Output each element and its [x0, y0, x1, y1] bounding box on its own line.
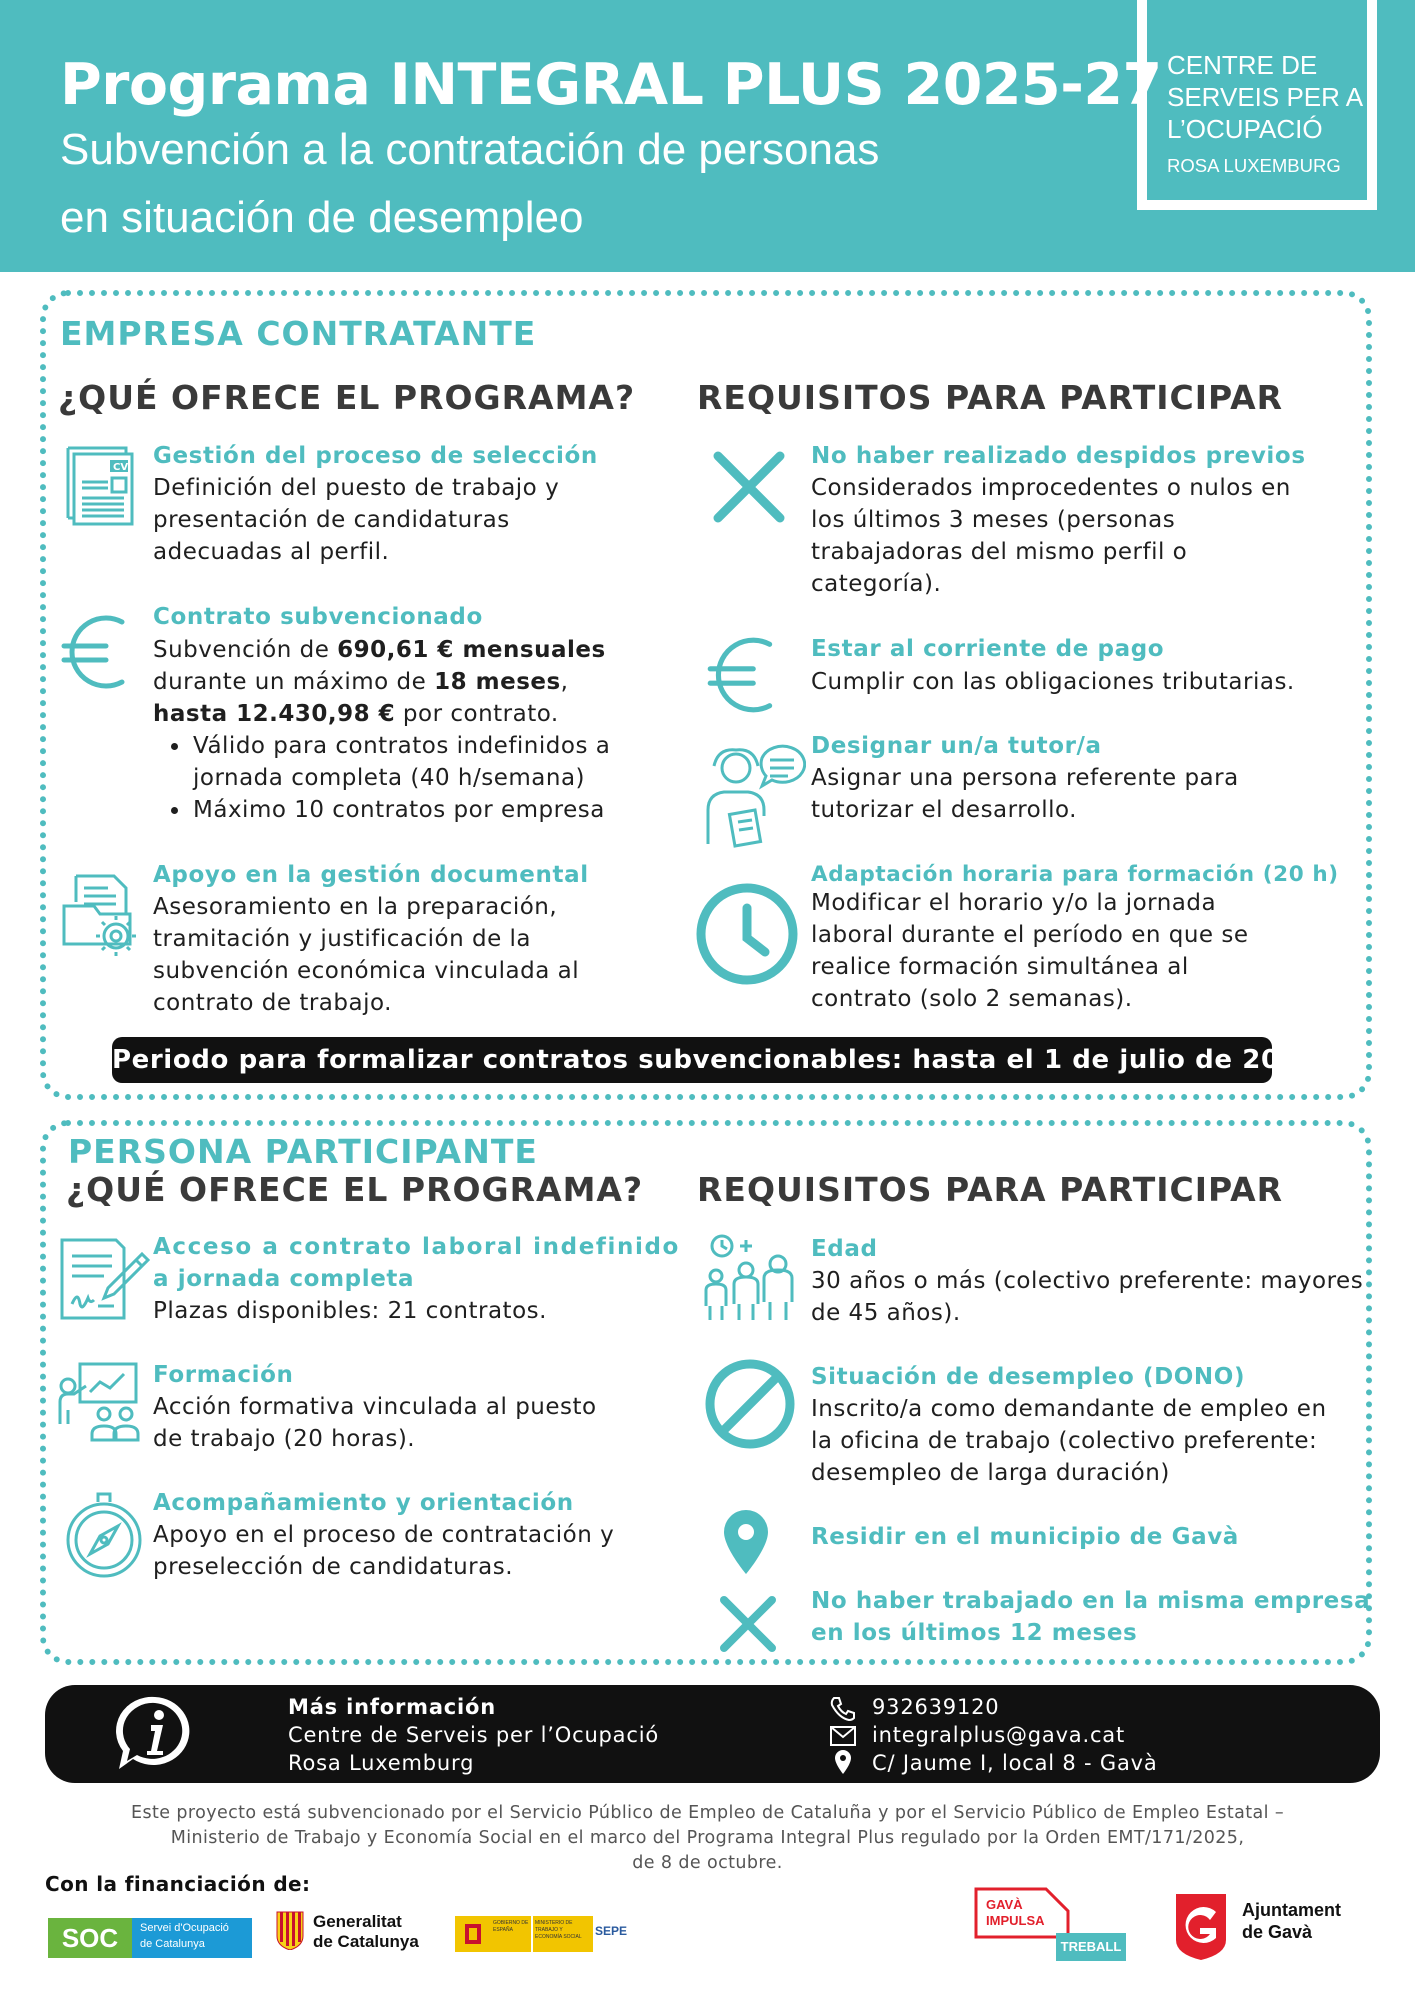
- logo-line4: ROSA LUXEMBURG: [1167, 155, 1341, 176]
- tutor-icon: [702, 740, 806, 850]
- clock-icon: [693, 880, 801, 988]
- empresa-requirements-title: REQUISITOS PARA PARTICIPAR: [697, 378, 1284, 417]
- ministerio-gobierno: GOBIERNO DE ESPAÑA: [491, 1916, 531, 1952]
- email-icon: [829, 1725, 857, 1747]
- page-subtitle-line2: en situación de desempleo: [60, 193, 584, 242]
- empresa-req-2-text-1: Cumplir con las obligaciones tributarias.: [811, 669, 1295, 695]
- soc-logo-text2: de Catalunya: [140, 1938, 205, 1950]
- cv-document-icon: [66, 444, 142, 530]
- info-centre-line1: Centre de Serveis per l’Ocupació: [288, 1723, 659, 1747]
- funding-text-1: Este proyecto está subvencionado por el Servicio Público de Empleo de Cataluña y por el Servicio Público de Empleo Estatal –: [131, 1803, 1284, 1823]
- empresa-offer-1-text-1: Definición del puesto de trabajo y: [153, 475, 560, 501]
- phone-icon: [829, 1695, 855, 1721]
- sepe-text: SEPE: [595, 1924, 628, 1938]
- cross-icon: [710, 448, 790, 528]
- generalitat-text1: Generalitat: [313, 1912, 402, 1931]
- info-bar: [45, 1685, 1380, 1783]
- empresa-req-1-title: No haber realizado despidos previos: [811, 443, 1306, 469]
- persona-req-4-title-1: No haber trabajado en la misma empresa: [811, 1588, 1371, 1614]
- empresa-offer-1-title: Gestión del proceso de selección: [153, 443, 598, 469]
- persona-requirements-title: REQUISITOS PARA PARTICIPAR: [697, 1170, 1284, 1209]
- empresa-req-2-title: Estar al corriente de pago: [811, 636, 1165, 662]
- empresa-offer-2-bullet-1b: jornada completa (40 h/semana): [193, 765, 586, 791]
- persona-offer-3-title: Acompañamiento y orientación: [153, 1490, 574, 1516]
- funding-text-2: Ministerio de Trabajo y Economía Social en el marco del Programa Integral Plus regulado por la Orden EMT/171/2025,: [170, 1828, 1245, 1848]
- soc-logo: [48, 1918, 252, 1958]
- empresa-req-4-text-2: laboral durante el período en que se: [811, 922, 1249, 948]
- info-centre-line2: Rosa Luxemburg: [288, 1751, 475, 1775]
- empresa-offer-1-text-3: adecuadas al perfil.: [153, 539, 390, 565]
- soc-logo-mark: SOC: [48, 1918, 132, 1958]
- age-people-icon: [702, 1232, 798, 1324]
- empresa-req-4-text-3: realice formación simultánea al: [811, 954, 1189, 980]
- empresa-offer-3-text-1: Asesoramiento en la preparación,: [153, 894, 558, 920]
- persona-offers-title: ¿QUÉ OFRECE EL PROGRAMA?: [66, 1170, 644, 1209]
- empresa-req-4-text-1: Modificar el horario y/o la jornada: [811, 890, 1217, 916]
- info-phone[interactable]: 932639120: [872, 1695, 1000, 1719]
- info-email[interactable]: integralplus@gava.cat: [872, 1723, 1125, 1747]
- header-banner: [0, 0, 1415, 272]
- persona-req-2-text-1: Inscrito/a como demandante de empleo en: [811, 1396, 1327, 1422]
- page-title: Programa INTEGRAL PLUS 2025-27: [60, 52, 1162, 118]
- ministerio-trabajo: MINISTERIO DE TRABAJO Y ECONOMÍA SOCIAL: [533, 1916, 593, 1952]
- page-subtitle-line1: Subvención a la contratación de personas: [60, 125, 880, 174]
- ajuntament-text2: de Gavà: [1242, 1922, 1313, 1942]
- empresa-req-1-text-1: Considerados improcedentes o nulos en: [811, 475, 1291, 501]
- funding-text-3: de 8 de octubre.: [632, 1853, 783, 1873]
- persona-offer-2-title: Formación: [153, 1362, 294, 1388]
- persona-offer-2-text-2: de trabajo (20 horas).: [153, 1426, 416, 1452]
- gava-impulsa-text1: GAVÀ: [986, 1897, 1023, 1912]
- svg-text:CV: CV: [113, 462, 129, 473]
- ajuntament-gava-logo: [1172, 1890, 1372, 1966]
- logo-line3: L’OCUPACIÓ: [1167, 114, 1323, 144]
- bullet-dot: [171, 743, 178, 750]
- info-icon: [113, 1693, 197, 1775]
- gava-impulsa-logo: [972, 1885, 1152, 1965]
- persona-offer-3-text-2: preselección de candidaturas.: [153, 1554, 514, 1580]
- info-title: Más información: [288, 1695, 497, 1719]
- empresa-offer-2-bullet-1a: Válido para contratos indefinidos a: [193, 733, 611, 759]
- persona-req-2-text-3: desempleo de larga duración): [811, 1460, 1170, 1486]
- soc-logo-band: [132, 1918, 252, 1958]
- soc-logo-text1: Servei d'Ocupació: [140, 1922, 229, 1934]
- training-icon: [56, 1360, 140, 1444]
- empresa-offers-title: ¿QUÉ OFRECE EL PROGRAMA?: [58, 378, 636, 417]
- persona-req-3-title: Residir en el municipio de Gavà: [811, 1524, 1239, 1550]
- signed-contract-icon: [58, 1236, 150, 1324]
- period-banner: Periodo para formalizar contratos subvencionables: hasta el 1 de julio de 2026: [112, 1037, 1272, 1083]
- empresa-req-4-title: Adaptación horaria para formación (20 h): [811, 862, 1339, 887]
- persona-offer-1-title-2: a jornada completa: [153, 1266, 415, 1292]
- empresa-offer-3-text-3: subvención económica vinculada al: [153, 958, 580, 984]
- cross-icon: [716, 1592, 780, 1656]
- empresa-req-3-title: Designar un/a tutor/a: [811, 733, 1102, 759]
- empresa-offer-2-bullet-2: Máximo 10 contratos por empresa: [193, 797, 605, 823]
- persona-req-1-text-1: 30 años o más (colectivo preferente: mayores: [811, 1268, 1364, 1294]
- empresa-section-title: EMPRESA CONTRATANTE: [60, 314, 537, 353]
- empresa-req-3-text-1: Asignar una persona referente para: [811, 765, 1239, 791]
- empresa-offer-1-text-2: presentación de candidaturas: [153, 507, 510, 533]
- empresa-req-1-text-3: trabajadoras del mismo perfil o: [811, 539, 1188, 565]
- empresa-offer-2-text-3: hasta 12.430,98 € por contrato.: [153, 701, 559, 727]
- persona-offer-2-text-1: Acción formativa vinculada al puesto: [153, 1394, 597, 1420]
- persona-offer-1-title-1: Acceso a contrato laboral indefinido: [153, 1234, 680, 1260]
- spain-crest-icon: [455, 1916, 491, 1952]
- logo-line1: CENTRE DE: [1167, 50, 1318, 80]
- prohibited-icon: [702, 1356, 798, 1452]
- persona-req-2-text-2: la oficina de trabajo (colectivo preferente:: [811, 1428, 1318, 1454]
- document-gear-icon: [60, 872, 150, 962]
- gava-impulsa-text2: IMPULSA: [986, 1913, 1045, 1928]
- logo-line2: SERVEIS PER A: [1167, 82, 1364, 112]
- persona-section-title: PERSONA PARTICIPANTE: [68, 1132, 538, 1171]
- empresa-req-4-text-4: contrato (solo 2 semanas).: [811, 986, 1133, 1012]
- empresa-offer-2-text-1: Subvención de 690,61 € mensuales: [153, 637, 606, 663]
- generalitat-logo: [275, 1908, 435, 1954]
- euro-icon: [60, 610, 132, 694]
- ministerio-sepe-logo: [455, 1916, 628, 1952]
- persona-req-1-title: Edad: [811, 1236, 878, 1262]
- address-pin-icon: [834, 1749, 852, 1775]
- gava-impulsa-frame: [972, 1885, 1072, 1939]
- generalitat-text2: de Catalunya: [313, 1932, 419, 1951]
- empresa-offer-3-title: Apoyo en la gestión documental: [153, 862, 589, 888]
- info-address: C/ Jaume I, local 8 - Gavà: [872, 1751, 1158, 1775]
- centre-logo: [1137, 0, 1377, 210]
- persona-offer-1-text-1: Plazas disponibles: 21 contratos.: [153, 1298, 547, 1324]
- empresa-offer-3-text-4: contrato de trabajo.: [153, 990, 392, 1016]
- empresa-req-1-text-4: categoría).: [811, 571, 942, 597]
- compass-icon: [62, 1488, 146, 1582]
- location-pin-icon: [722, 1508, 770, 1576]
- persona-req-4-title-2: en los últimos 12 meses: [811, 1620, 1138, 1646]
- euro-icon: [705, 632, 781, 718]
- treball-badge: TREBALL: [1056, 1933, 1126, 1961]
- persona-req-2-title: Situación de desempleo (DONO): [811, 1364, 1246, 1390]
- spain-crest-block: [455, 1916, 491, 1952]
- generalitat-shield-icon: [275, 1910, 305, 1950]
- empresa-offer-3-text-2: tramitación y justificación de la: [153, 926, 532, 952]
- persona-offer-3-text-1: Apoyo en el proceso de contratación y: [153, 1522, 615, 1548]
- persona-req-1-text-2: de 45 años).: [811, 1300, 961, 1326]
- ajuntament-text1: Ajuntament: [1242, 1900, 1341, 1920]
- empresa-offer-2-text-2: durante un máximo de 18 meses,: [153, 669, 569, 695]
- empresa-req-3-text-2: tutorizar el desarrollo.: [811, 797, 1077, 823]
- financing-label: Con la financiación de:: [45, 1872, 311, 1896]
- ajuntament-gava-mark: [1172, 1890, 1230, 1962]
- bullet-dot: [171, 807, 178, 814]
- empresa-req-1-text-2: los últimos 3 meses (personas: [811, 507, 1176, 533]
- empresa-offer-2-title: Contrato subvencionado: [153, 604, 483, 630]
